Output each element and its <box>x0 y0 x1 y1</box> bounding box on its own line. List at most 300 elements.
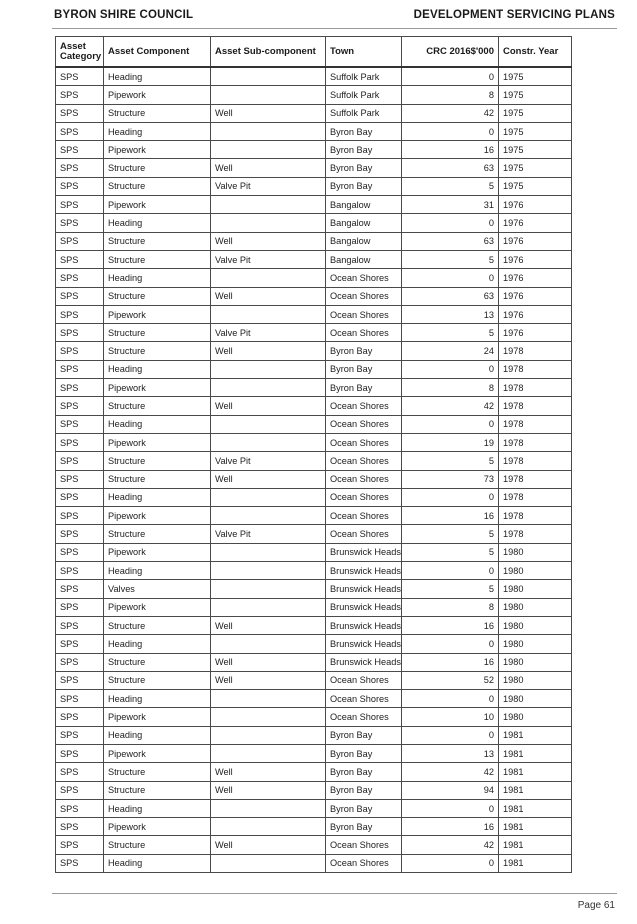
cell-asset-category: SPS <box>56 616 104 634</box>
cell-asset-subcomponent <box>211 580 326 598</box>
cell-asset-category: SPS <box>56 836 104 854</box>
cell-asset-category: SPS <box>56 122 104 140</box>
cell-asset-subcomponent: Valve Pit <box>211 324 326 342</box>
header-divider <box>52 28 617 29</box>
cell-asset-category: SPS <box>56 744 104 762</box>
table-row <box>56 854 572 872</box>
col-header-town: Town <box>326 37 402 68</box>
document-title: DEVELOPMENT SERVICING PLANS <box>413 9 615 21</box>
table-row <box>56 342 572 360</box>
cell-asset-component: Structure <box>104 250 211 268</box>
cell-asset-category: SPS <box>56 379 104 397</box>
cell-asset-category: SPS <box>56 854 104 872</box>
cell-crc: 13 <box>402 305 499 323</box>
col-header-constr-year: Constr. Year <box>499 37 572 68</box>
cell-crc: 52 <box>402 671 499 689</box>
cell-town: Ocean Shores <box>326 671 402 689</box>
cell-asset-component: Pipework <box>104 196 211 214</box>
cell-town: Byron Bay <box>326 799 402 817</box>
cell-crc: 5 <box>402 324 499 342</box>
cell-constr-year: 1975 <box>499 86 572 104</box>
cell-town: Ocean Shores <box>326 470 402 488</box>
cell-town: Byron Bay <box>326 360 402 378</box>
cell-asset-subcomponent: Valve Pit <box>211 177 326 195</box>
cell-constr-year: 1980 <box>499 580 572 598</box>
cell-town: Byron Bay <box>326 726 402 744</box>
cell-asset-category: SPS <box>56 305 104 323</box>
cell-town: Byron Bay <box>326 141 402 159</box>
cell-crc: 0 <box>402 214 499 232</box>
cell-town: Brunswick Heads <box>326 635 402 653</box>
cell-asset-subcomponent: Well <box>211 104 326 122</box>
table-row <box>56 250 572 268</box>
table-row <box>56 104 572 122</box>
cell-constr-year: 1980 <box>499 653 572 671</box>
cell-asset-subcomponent: Well <box>211 287 326 305</box>
cell-town: Ocean Shores <box>326 415 402 433</box>
cell-crc: 5 <box>402 543 499 561</box>
cell-asset-component: Heading <box>104 415 211 433</box>
cell-asset-category: SPS <box>56 269 104 287</box>
cell-town: Brunswick Heads <box>326 543 402 561</box>
cell-asset-component: Structure <box>104 159 211 177</box>
cell-constr-year: 1976 <box>499 269 572 287</box>
cell-town: Ocean Shores <box>326 269 402 287</box>
cell-asset-category: SPS <box>56 818 104 836</box>
cell-asset-component: Structure <box>104 781 211 799</box>
cell-asset-component: Pipework <box>104 598 211 616</box>
cell-town: Brunswick Heads <box>326 616 402 634</box>
cell-constr-year: 1976 <box>499 305 572 323</box>
cell-crc: 19 <box>402 433 499 451</box>
cell-crc: 5 <box>402 452 499 470</box>
cell-asset-category: SPS <box>56 415 104 433</box>
cell-constr-year: 1978 <box>499 379 572 397</box>
cell-constr-year: 1976 <box>499 324 572 342</box>
cell-asset-component: Structure <box>104 763 211 781</box>
table-header-row <box>56 37 572 68</box>
cell-constr-year: 1976 <box>499 232 572 250</box>
cell-asset-category: SPS <box>56 397 104 415</box>
cell-town: Ocean Shores <box>326 305 402 323</box>
cell-asset-component: Pipework <box>104 708 211 726</box>
col-header-asset-component: Asset Component <box>104 37 211 68</box>
cell-asset-component: Structure <box>104 470 211 488</box>
cell-asset-subcomponent <box>211 433 326 451</box>
table-row <box>56 159 572 177</box>
cell-asset-category: SPS <box>56 177 104 195</box>
cell-crc: 0 <box>402 635 499 653</box>
cell-constr-year: 1975 <box>499 67 572 86</box>
cell-constr-year: 1976 <box>499 214 572 232</box>
cell-asset-category: SPS <box>56 287 104 305</box>
cell-asset-category: SPS <box>56 67 104 86</box>
cell-asset-component: Heading <box>104 799 211 817</box>
cell-asset-subcomponent: Well <box>211 159 326 177</box>
cell-town: Ocean Shores <box>326 397 402 415</box>
cell-crc: 63 <box>402 287 499 305</box>
table-row <box>56 690 572 708</box>
cell-crc: 0 <box>402 122 499 140</box>
cell-constr-year: 1975 <box>499 159 572 177</box>
cell-town: Ocean Shores <box>326 854 402 872</box>
cell-constr-year: 1981 <box>499 854 572 872</box>
cell-town: Byron Bay <box>326 342 402 360</box>
cell-town: Byron Bay <box>326 122 402 140</box>
cell-asset-subcomponent <box>211 141 326 159</box>
cell-town: Ocean Shores <box>326 507 402 525</box>
cell-asset-subcomponent: Well <box>211 470 326 488</box>
cell-town: Bangalow <box>326 196 402 214</box>
cell-asset-component: Heading <box>104 360 211 378</box>
cell-town: Bangalow <box>326 214 402 232</box>
cell-asset-component: Structure <box>104 397 211 415</box>
cell-crc: 8 <box>402 86 499 104</box>
cell-constr-year: 1980 <box>499 635 572 653</box>
cell-asset-category: SPS <box>56 433 104 451</box>
cell-constr-year: 1978 <box>499 360 572 378</box>
cell-town: Brunswick Heads <box>326 580 402 598</box>
cell-asset-subcomponent <box>211 196 326 214</box>
cell-asset-category: SPS <box>56 635 104 653</box>
cell-asset-component: Structure <box>104 324 211 342</box>
table-row <box>56 488 572 506</box>
table-row <box>56 580 572 598</box>
cell-crc: 31 <box>402 196 499 214</box>
cell-asset-category: SPS <box>56 452 104 470</box>
cell-constr-year: 1976 <box>499 250 572 268</box>
cell-asset-component: Structure <box>104 342 211 360</box>
cell-asset-component: Pipework <box>104 305 211 323</box>
footer-divider <box>52 893 617 894</box>
cell-asset-category: SPS <box>56 726 104 744</box>
cell-town: Byron Bay <box>326 763 402 781</box>
table-row <box>56 744 572 762</box>
cell-asset-subcomponent <box>211 635 326 653</box>
cell-asset-category: SPS <box>56 232 104 250</box>
cell-asset-category: SPS <box>56 488 104 506</box>
cell-crc: 0 <box>402 726 499 744</box>
cell-town: Suffolk Park <box>326 104 402 122</box>
cell-asset-subcomponent <box>211 122 326 140</box>
cell-asset-component: Pipework <box>104 433 211 451</box>
cell-constr-year: 1980 <box>499 708 572 726</box>
cell-constr-year: 1978 <box>499 433 572 451</box>
cell-crc: 63 <box>402 159 499 177</box>
cell-constr-year: 1981 <box>499 799 572 817</box>
cell-constr-year: 1980 <box>499 562 572 580</box>
cell-asset-subcomponent: Valve Pit <box>211 452 326 470</box>
cell-asset-component: Structure <box>104 653 211 671</box>
cell-asset-subcomponent: Valve Pit <box>211 250 326 268</box>
table-row <box>56 708 572 726</box>
cell-asset-category: SPS <box>56 653 104 671</box>
cell-asset-category: SPS <box>56 507 104 525</box>
cell-asset-subcomponent: Well <box>211 232 326 250</box>
cell-asset-subcomponent <box>211 507 326 525</box>
cell-crc: 0 <box>402 854 499 872</box>
cell-town: Ocean Shores <box>326 525 402 543</box>
cell-town: Suffolk Park <box>326 86 402 104</box>
cell-town: Ocean Shores <box>326 488 402 506</box>
cell-asset-subcomponent <box>211 854 326 872</box>
cell-asset-subcomponent: Well <box>211 653 326 671</box>
table-row <box>56 818 572 836</box>
cell-crc: 24 <box>402 342 499 360</box>
cell-constr-year: 1975 <box>499 141 572 159</box>
table-row <box>56 287 572 305</box>
cell-asset-category: SPS <box>56 525 104 543</box>
cell-asset-subcomponent <box>211 708 326 726</box>
table-row <box>56 562 572 580</box>
cell-asset-component: Pipework <box>104 507 211 525</box>
cell-constr-year: 1978 <box>499 415 572 433</box>
page-number: Page 61 <box>577 900 615 911</box>
cell-town: Brunswick Heads <box>326 598 402 616</box>
cell-asset-component: Valves <box>104 580 211 598</box>
cell-town: Brunswick Heads <box>326 653 402 671</box>
cell-asset-component: Structure <box>104 104 211 122</box>
table-row <box>56 360 572 378</box>
cell-crc: 5 <box>402 250 499 268</box>
table-row <box>56 507 572 525</box>
cell-crc: 73 <box>402 470 499 488</box>
cell-asset-subcomponent <box>211 744 326 762</box>
cell-constr-year: 1975 <box>499 177 572 195</box>
table-row <box>56 141 572 159</box>
cell-town: Byron Bay <box>326 159 402 177</box>
cell-asset-subcomponent: Well <box>211 781 326 799</box>
cell-asset-category: SPS <box>56 470 104 488</box>
cell-constr-year: 1978 <box>499 342 572 360</box>
cell-crc: 63 <box>402 232 499 250</box>
cell-crc: 13 <box>402 744 499 762</box>
table-row <box>56 726 572 744</box>
cell-asset-subcomponent <box>211 86 326 104</box>
cell-asset-category: SPS <box>56 671 104 689</box>
cell-town: Ocean Shores <box>326 690 402 708</box>
cell-asset-category: SPS <box>56 360 104 378</box>
cell-crc: 0 <box>402 269 499 287</box>
table-row <box>56 799 572 817</box>
cell-asset-subcomponent <box>211 690 326 708</box>
cell-asset-component: Structure <box>104 452 211 470</box>
cell-constr-year: 1981 <box>499 763 572 781</box>
table-row <box>56 122 572 140</box>
table-row <box>56 232 572 250</box>
table-row <box>56 452 572 470</box>
cell-asset-category: SPS <box>56 324 104 342</box>
table-row <box>56 763 572 781</box>
cell-asset-component: Heading <box>104 122 211 140</box>
cell-crc: 42 <box>402 104 499 122</box>
table-row <box>56 214 572 232</box>
cell-constr-year: 1978 <box>499 470 572 488</box>
cell-crc: 10 <box>402 708 499 726</box>
cell-asset-component: Heading <box>104 854 211 872</box>
cell-constr-year: 1975 <box>499 104 572 122</box>
cell-asset-subcomponent: Valve Pit <box>211 525 326 543</box>
cell-asset-category: SPS <box>56 799 104 817</box>
cell-constr-year: 1978 <box>499 488 572 506</box>
cell-asset-component: Pipework <box>104 818 211 836</box>
table-row <box>56 415 572 433</box>
cell-town: Ocean Shores <box>326 452 402 470</box>
cell-asset-subcomponent: Well <box>211 763 326 781</box>
cell-constr-year: 1981 <box>499 836 572 854</box>
cell-crc: 0 <box>402 799 499 817</box>
cell-asset-subcomponent <box>211 360 326 378</box>
cell-asset-component: Pipework <box>104 141 211 159</box>
cell-town: Bangalow <box>326 250 402 268</box>
cell-asset-subcomponent <box>211 726 326 744</box>
cell-constr-year: 1978 <box>499 397 572 415</box>
cell-asset-component: Heading <box>104 67 211 86</box>
cell-town: Byron Bay <box>326 781 402 799</box>
table-row <box>56 324 572 342</box>
table-row <box>56 269 572 287</box>
table-row <box>56 196 572 214</box>
cell-asset-category: SPS <box>56 708 104 726</box>
cell-crc: 5 <box>402 580 499 598</box>
cell-asset-category: SPS <box>56 690 104 708</box>
cell-constr-year: 1978 <box>499 507 572 525</box>
col-header-asset-category: Asset Category <box>56 37 104 68</box>
cell-asset-component: Structure <box>104 525 211 543</box>
table-row <box>56 635 572 653</box>
cell-asset-component: Heading <box>104 562 211 580</box>
cell-constr-year: 1978 <box>499 525 572 543</box>
table-row <box>56 616 572 634</box>
cell-town: Byron Bay <box>326 379 402 397</box>
cell-asset-component: Pipework <box>104 744 211 762</box>
cell-crc: 5 <box>402 525 499 543</box>
cell-crc: 0 <box>402 415 499 433</box>
cell-asset-category: SPS <box>56 196 104 214</box>
cell-asset-subcomponent: Well <box>211 397 326 415</box>
cell-constr-year: 1981 <box>499 744 572 762</box>
cell-asset-component: Structure <box>104 177 211 195</box>
cell-constr-year: 1980 <box>499 598 572 616</box>
cell-crc: 5 <box>402 177 499 195</box>
cell-asset-category: SPS <box>56 562 104 580</box>
cell-crc: 42 <box>402 397 499 415</box>
cell-asset-category: SPS <box>56 159 104 177</box>
cell-asset-category: SPS <box>56 543 104 561</box>
cell-constr-year: 1976 <box>499 287 572 305</box>
cell-crc: 16 <box>402 818 499 836</box>
cell-asset-subcomponent <box>211 598 326 616</box>
cell-asset-component: Heading <box>104 214 211 232</box>
cell-constr-year: 1980 <box>499 690 572 708</box>
cell-asset-component: Heading <box>104 488 211 506</box>
cell-asset-subcomponent <box>211 818 326 836</box>
cell-asset-subcomponent <box>211 214 326 232</box>
cell-constr-year: 1981 <box>499 818 572 836</box>
cell-asset-subcomponent <box>211 488 326 506</box>
table-row <box>56 671 572 689</box>
cell-asset-component: Heading <box>104 635 211 653</box>
cell-town: Ocean Shores <box>326 708 402 726</box>
table-row <box>56 543 572 561</box>
table-row <box>56 397 572 415</box>
cell-asset-subcomponent: Well <box>211 671 326 689</box>
table-row <box>56 433 572 451</box>
cell-crc: 0 <box>402 562 499 580</box>
cell-asset-category: SPS <box>56 141 104 159</box>
cell-asset-category: SPS <box>56 763 104 781</box>
cell-asset-component: Structure <box>104 616 211 634</box>
cell-asset-subcomponent <box>211 543 326 561</box>
cell-town: Ocean Shores <box>326 836 402 854</box>
table-row <box>56 86 572 104</box>
cell-crc: 16 <box>402 653 499 671</box>
cell-crc: 0 <box>402 360 499 378</box>
cell-asset-component: Pipework <box>104 543 211 561</box>
cell-asset-subcomponent: Well <box>211 342 326 360</box>
cell-asset-category: SPS <box>56 250 104 268</box>
cell-crc: 0 <box>402 488 499 506</box>
table-row <box>56 781 572 799</box>
cell-asset-component: Heading <box>104 269 211 287</box>
asset-table <box>55 36 572 873</box>
cell-asset-subcomponent <box>211 269 326 287</box>
cell-asset-component: Structure <box>104 671 211 689</box>
cell-constr-year: 1981 <box>499 781 572 799</box>
cell-asset-category: SPS <box>56 342 104 360</box>
cell-crc: 94 <box>402 781 499 799</box>
cell-asset-component: Heading <box>104 726 211 744</box>
cell-asset-subcomponent <box>211 415 326 433</box>
cell-crc: 8 <box>402 379 499 397</box>
cell-town: Ocean Shores <box>326 324 402 342</box>
cell-asset-category: SPS <box>56 580 104 598</box>
cell-constr-year: 1980 <box>499 543 572 561</box>
table-row <box>56 67 572 86</box>
cell-asset-category: SPS <box>56 781 104 799</box>
cell-crc: 0 <box>402 690 499 708</box>
cell-town: Byron Bay <box>326 177 402 195</box>
table-row <box>56 305 572 323</box>
cell-town: Byron Bay <box>326 744 402 762</box>
cell-town: Ocean Shores <box>326 433 402 451</box>
cell-town: Brunswick Heads <box>326 562 402 580</box>
cell-constr-year: 1981 <box>499 726 572 744</box>
cell-crc: 0 <box>402 67 499 86</box>
cell-asset-category: SPS <box>56 598 104 616</box>
cell-asset-subcomponent <box>211 379 326 397</box>
cell-town: Byron Bay <box>326 818 402 836</box>
cell-asset-subcomponent <box>211 305 326 323</box>
table-row <box>56 470 572 488</box>
cell-constr-year: 1975 <box>499 122 572 140</box>
cell-crc: 8 <box>402 598 499 616</box>
cell-asset-category: SPS <box>56 86 104 104</box>
cell-asset-component: Pipework <box>104 379 211 397</box>
table-body <box>56 67 572 873</box>
cell-crc: 16 <box>402 507 499 525</box>
council-name: BYRON SHIRE COUNCIL <box>54 9 194 21</box>
cell-asset-subcomponent <box>211 67 326 86</box>
cell-town: Ocean Shores <box>326 287 402 305</box>
cell-constr-year: 1980 <box>499 671 572 689</box>
cell-asset-component: Structure <box>104 232 211 250</box>
cell-asset-category: SPS <box>56 104 104 122</box>
cell-asset-subcomponent <box>211 562 326 580</box>
cell-asset-subcomponent: Well <box>211 616 326 634</box>
table-row <box>56 653 572 671</box>
table-row <box>56 836 572 854</box>
